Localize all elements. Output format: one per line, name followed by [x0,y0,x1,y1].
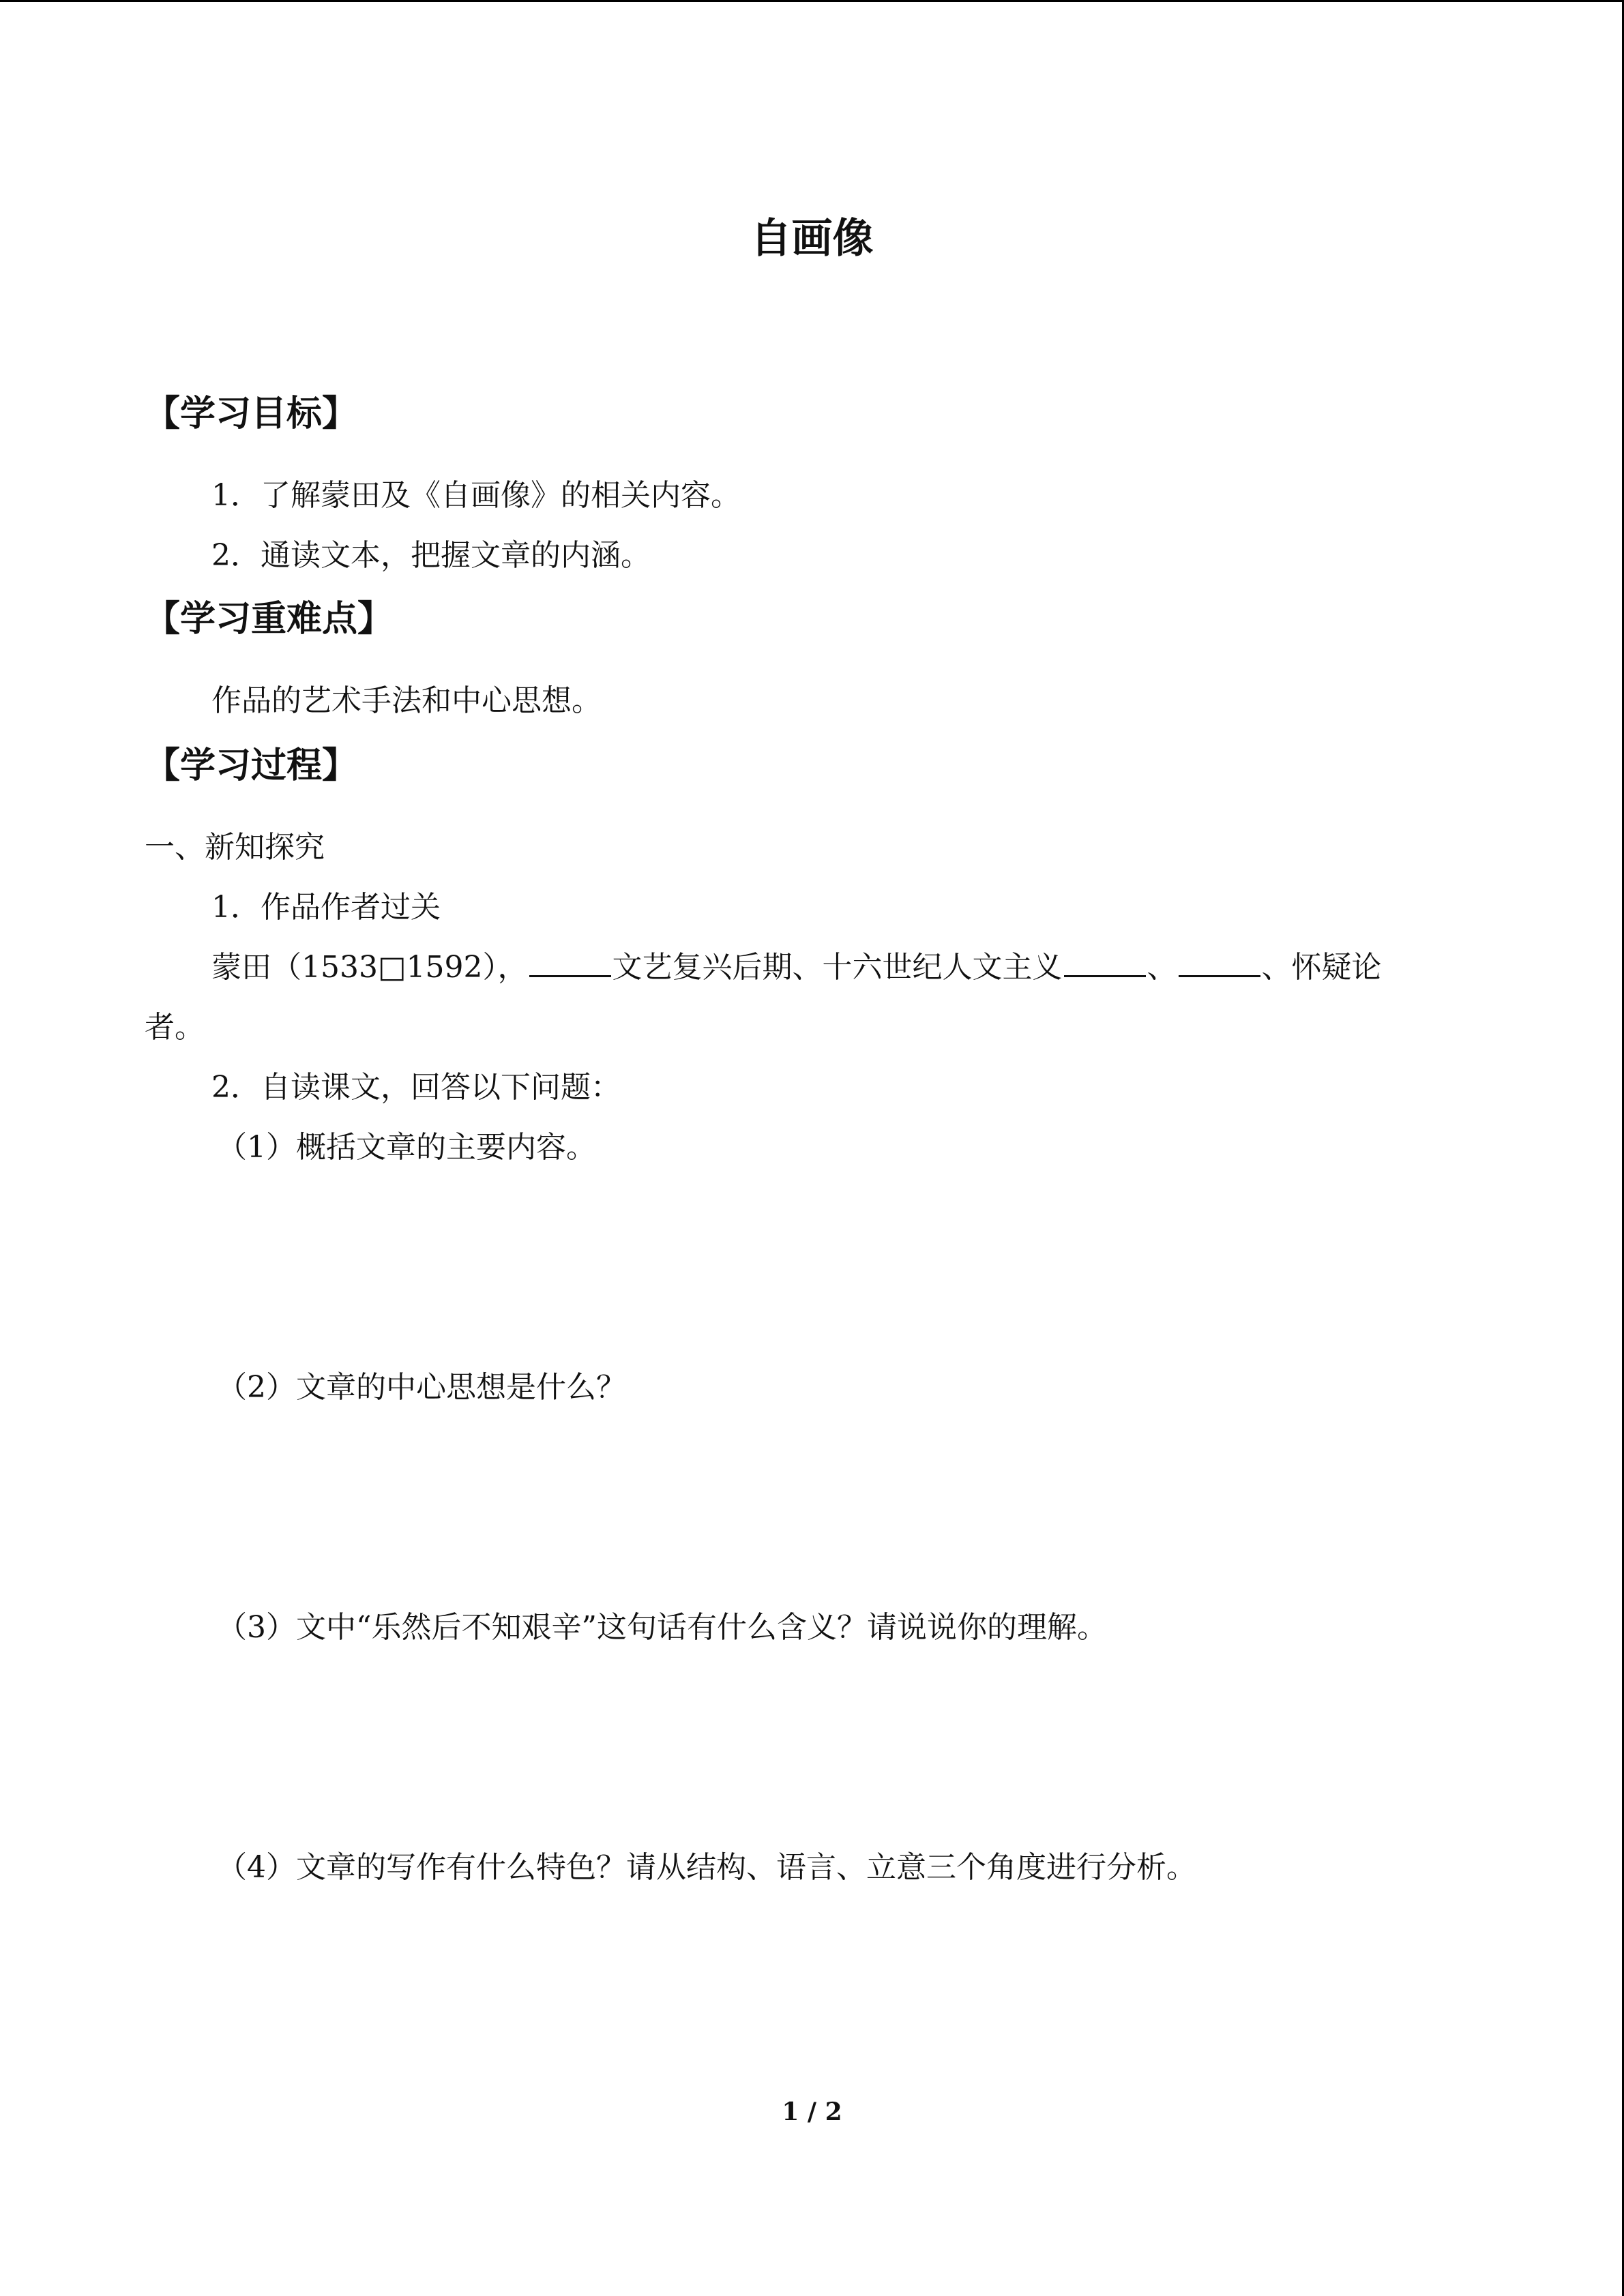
page-number: 1 / 2 [782,2098,842,2126]
task1-title: 1．作品作者过关 [211,890,441,925]
task2-title: 2．自读课文，回答以下问题： [211,1070,621,1105]
question-2: （2）文章的中心思想是什么？ [217,1370,626,1405]
part1-title: 一、新知探究 [145,830,325,865]
question-4: （4）文章的写作有什么特色？请从结构、语言、立意三个角度进行分析。 [217,1850,1196,1885]
author-line-middle: 文艺复兴后期、十六世纪人文主义 [612,950,1063,985]
objectives-heading: 【学习目标】 [145,393,358,434]
author-sep-1: 、 [1147,950,1177,985]
fill-blank-2[interactable] [1064,948,1146,977]
process-heading: 【学习过程】 [145,745,358,786]
document-title: 自画像 [750,215,874,263]
objective-item-2: 2．通读文本，把握文章的内涵。 [211,538,651,573]
author-fill-line [211,947,1382,988]
key-points-text: 作品的艺术手法和中心思想。 [211,683,602,718]
fill-blank-1[interactable] [529,948,611,977]
fill-blank-3[interactable] [1179,948,1260,977]
question-1: （1）概括文章的主要内容。 [217,1130,596,1165]
author-line-start: 蒙田（1533□1592）， [211,950,528,985]
author-line-continuation: 者。 [145,1010,205,1045]
author-sep-2: 、怀疑论 [1261,950,1382,985]
question-3: （3）文中“乐然后不知艰辛”这句话有什么含义？请说说你的理解。 [217,1610,1107,1645]
objective-item-1: 1．了解蒙田及《自画像》的相关内容。 [211,478,741,513]
page-border-top [0,0,1624,2]
key-points-heading: 【学习重难点】 [145,599,394,640]
